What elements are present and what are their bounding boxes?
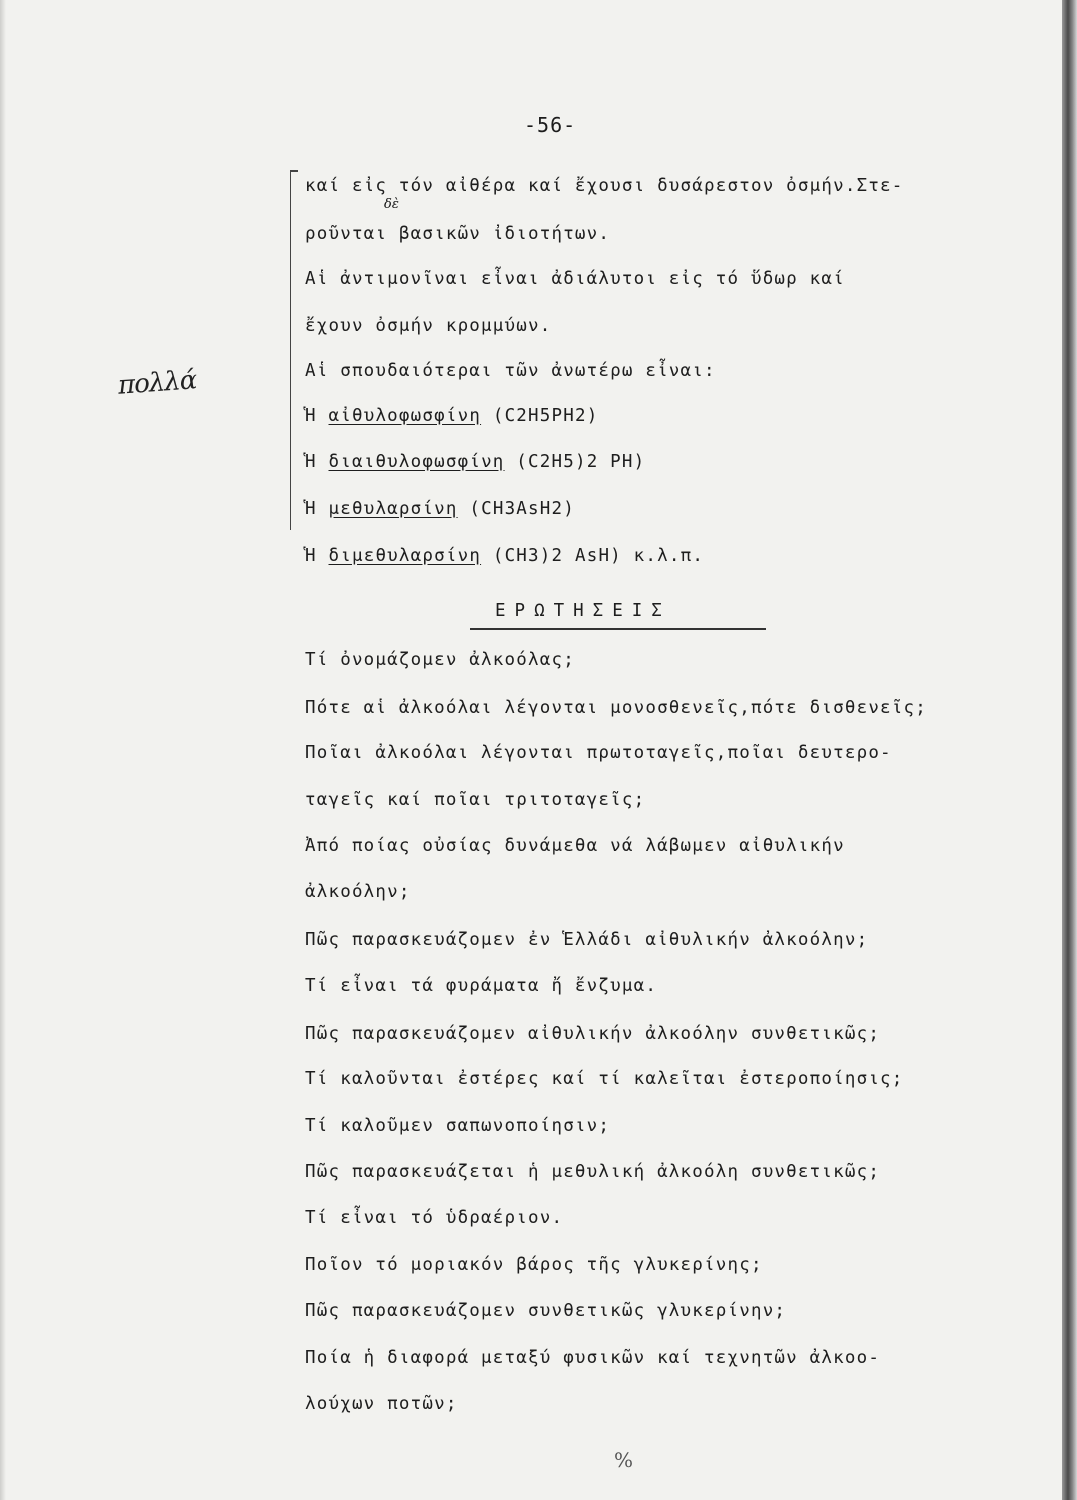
bottom-mark: % (614, 1448, 634, 1472)
compound-line (305, 452, 645, 472)
text-line: Αἱ ἀντιμονῖναι εἶναι ἀδιάλυτοι εἰς τό ὕδωρ καί (305, 269, 845, 289)
question-line: Πότε αἱ ἀλκοόλαι λέγονται μονοσθενεῖς,πότε δισθενεῖς; (305, 698, 928, 718)
compound-formula: (C2H5)2 PH) (516, 452, 646, 472)
question-line: Πῶς παρασκευάζεται ἡ μεθυλική ἀλκοόλη συνθετικῶς; (305, 1162, 881, 1182)
compound-article: Ἡ (305, 452, 317, 472)
compound-line (305, 499, 575, 519)
page-shadow (0, 0, 6, 1500)
question-line: ταγεῖς καί ποῖαι τριτοταγεῖς; (305, 790, 646, 810)
page-number: -56- (524, 113, 577, 137)
margin-bracket (290, 170, 303, 530)
compound-line (305, 406, 598, 426)
question-line: Τί καλοῦμεν σαπωνοποίησιν; (305, 1116, 611, 1136)
compound-name: μεθυλαρσίνη (328, 499, 458, 519)
question-line: Τί εἶναι τό ὑδραέριον. (305, 1208, 564, 1228)
text-line: ροῦνται βασικῶν ἰδιοτήτων. (305, 224, 611, 244)
compound-article: Ἡ (305, 499, 317, 519)
compound-formula: (C2H5PH2) (492, 406, 599, 426)
question-line: Τί εἶναι τά φυράματα ἤ ἔνζυμα. (305, 976, 658, 996)
section-heading: ΕΡΩΤΗΣΕΙΣ (495, 601, 671, 621)
compound-article: Ἡ (305, 546, 317, 566)
question-line: Ποῖαι ἀλκοόλαι λέγονται πρωτοταγεῖς,ποῖαι δευτερο- (305, 743, 892, 763)
question-line: Πῶς παρασκευάζομεν συνθετικῶς γλυκερίνην; (305, 1301, 787, 1321)
question-line: Ἀπό ποίας οὐσίας δυνάμεθα νά λάβωμεν αἰθυλικήν (305, 836, 845, 856)
compound-name: διαιθυλοφωσφίνη (328, 452, 505, 472)
handwritten-insertion: δὲ (384, 197, 399, 212)
compound-formula: (CH3AsH2) (469, 499, 575, 519)
question-line: Τί καλοῦνται ἐστέρες καί τί καλεῖται ἐστεροποίησις; (305, 1069, 904, 1089)
question-line: Πῶς παρασκευάζομεν ἐν Ἑλλάδι αἰθυλικήν ἀλκοόλην; (305, 930, 869, 950)
binding-edge (1062, 0, 1077, 1500)
text-line: καί εἰς τόν αἰθέρα καί ἔχουσι δυσάρεστον ὀσμήν.Στε- (305, 176, 904, 196)
compound-name: αἰθυλοφωσφίνη (328, 406, 482, 426)
compound-formula: (CH3)2 AsH) κ.λ.π. (492, 546, 705, 566)
question-line: Τί ὀνομάζομεν ἀλκοόλας; (305, 650, 575, 670)
question-line: Πῶς παρασκευάζομεν αἰθυλικήν ἀλκοόλην συνθετικῶς; (305, 1024, 881, 1044)
text-line: ἔχουν ὀσμήν κρομμύων. (305, 316, 552, 336)
question-line: Ποία ἡ διαφορά μεταξύ φυσικῶν καί τεχνητῶν ἀλκοο- (305, 1348, 881, 1368)
question-line: Ποῖον τό μοριακόν βάρος τῆς γλυκερίνης; (305, 1255, 763, 1275)
text-line: Αἱ σπουδαιότεραι τῶν ἀνωτέρω εἶναι: (305, 361, 716, 381)
heading-underline (470, 628, 766, 630)
handwritten-margin-note: πολλά (117, 365, 198, 401)
compound-line (305, 546, 704, 566)
compound-name: διμεθυλαρσίνη (328, 546, 482, 566)
question-line: ἀλκοόλην; (305, 882, 411, 902)
margin-bracket-tick (290, 170, 298, 172)
compound-article: Ἡ (305, 406, 317, 426)
question-line: λούχων ποτῶν; (305, 1394, 458, 1414)
